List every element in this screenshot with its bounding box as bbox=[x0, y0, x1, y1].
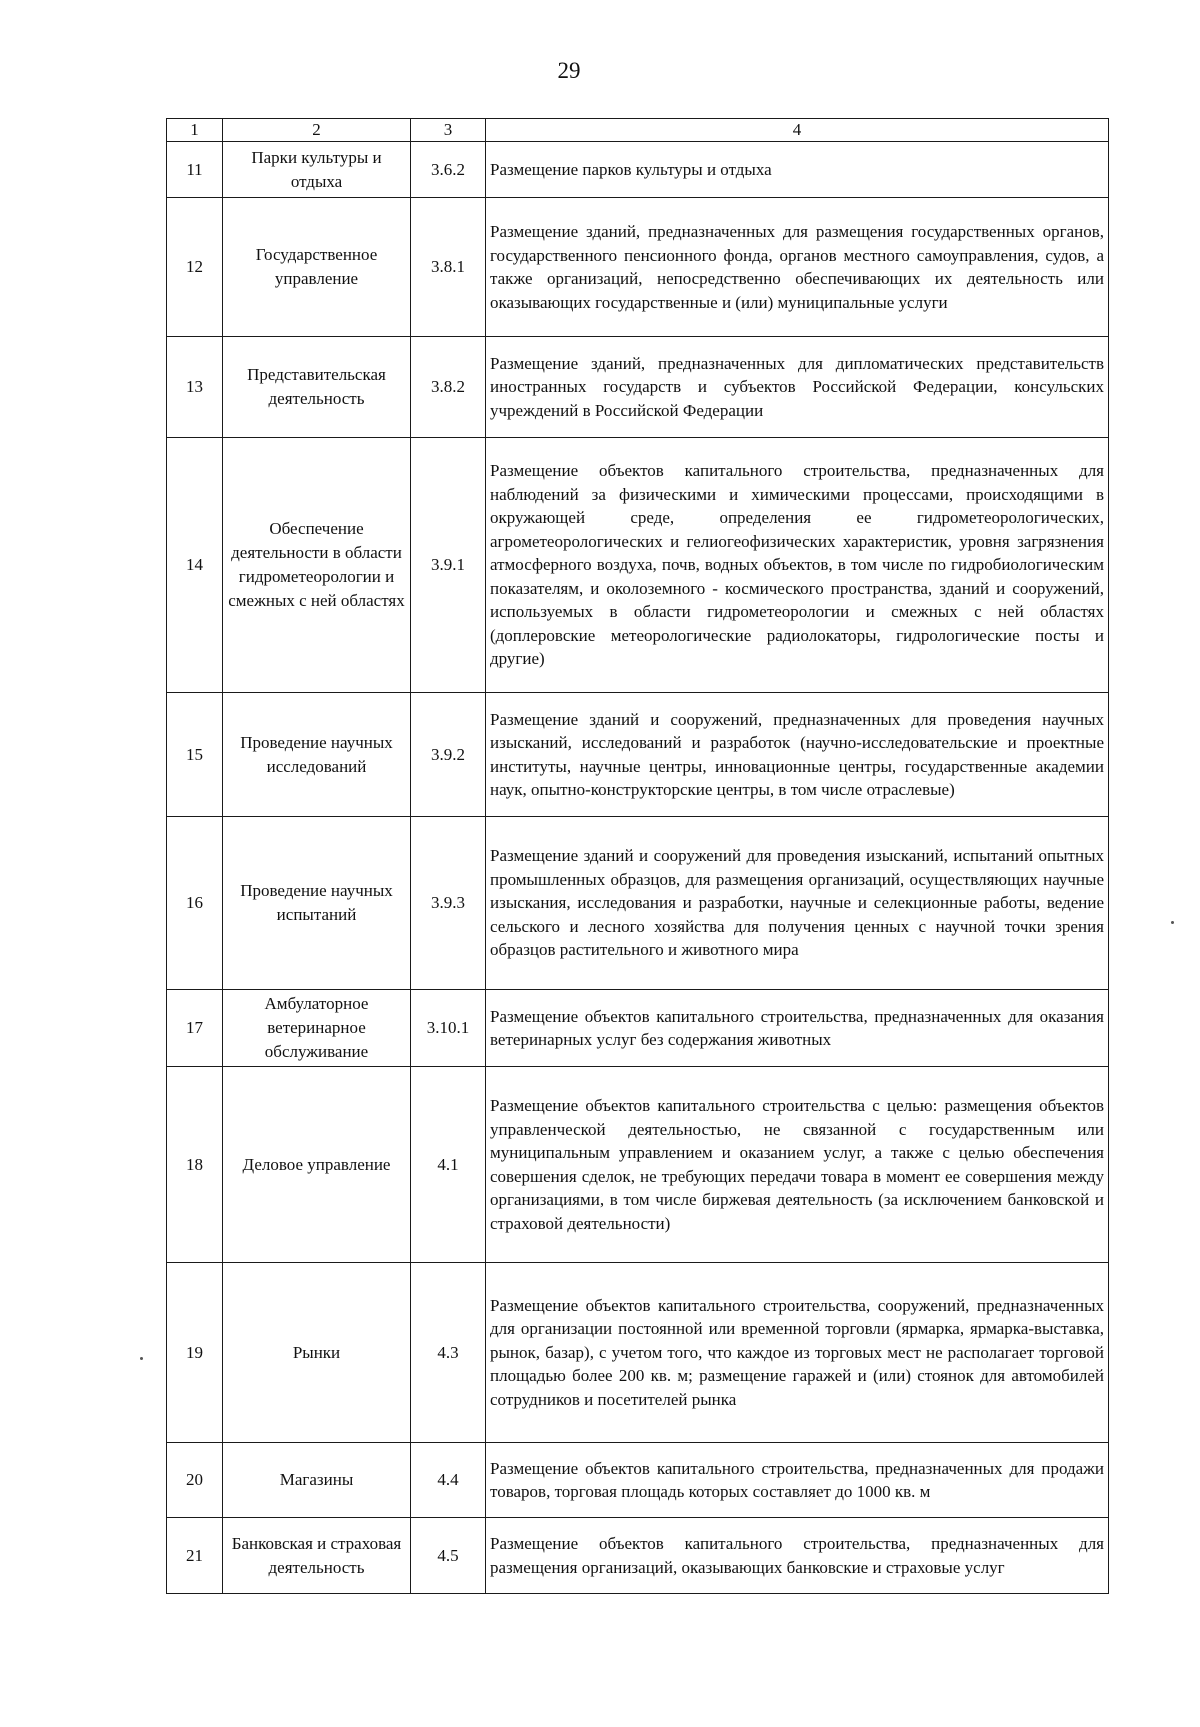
use-description: Размещение зданий, предназначенных для размещения государственных органов, государственного пенсионного фонда, органов местного самоуправления, судов, а также организаций, непосредственно обеспечивающих их деятельность или оказывающих государственные и (или) муниципальные услуги bbox=[486, 198, 1109, 337]
use-name: Проведение научных исследований bbox=[223, 693, 411, 817]
table-row bbox=[167, 693, 1109, 817]
row-number: 17 bbox=[167, 990, 223, 1067]
use-code: 4.5 bbox=[411, 1518, 486, 1594]
row-number: 15 bbox=[167, 693, 223, 817]
row-number: 18 bbox=[167, 1067, 223, 1263]
row-number: 14 bbox=[167, 438, 223, 693]
use-description: Размещение объектов капитального строительства, предназначенных для продажи товаров, торговая площадь которых составляет до 1000 кв. м bbox=[486, 1443, 1109, 1518]
row-number: 16 bbox=[167, 817, 223, 990]
use-code: 3.9.2 bbox=[411, 693, 486, 817]
use-name: Банковская и страховая деятельность bbox=[223, 1518, 411, 1594]
use-code: 3.9.1 bbox=[411, 438, 486, 693]
table-header-row bbox=[167, 119, 1109, 142]
use-code: 3.8.1 bbox=[411, 198, 486, 337]
row-number: 13 bbox=[167, 337, 223, 438]
use-description: Размещение объектов капитального строительства, сооружений, предназначенных для организации постоянной или временной торговли (ярмарка, ярмарка-выставка, рынок, базар), с учетом того, что каждое из торговых мест не располагает торговой площадью более 200 кв. м; размещение гаражей и (или) стоянок для автомобилей сотрудников и посетителей рынка bbox=[486, 1263, 1109, 1443]
use-description: Размещение зданий и сооружений для проведения изысканий, испытаний опытных промышленных образцов, для размещения организаций, осуществляющих научные изыскания, исследования и разработки, научные и селекционные работы, ведение сельского и лесного хозяйства для получения ценных с научной точки зрения образцов растительного и животного мира bbox=[486, 817, 1109, 990]
use-code: 3.8.2 bbox=[411, 337, 486, 438]
row-number: 19 bbox=[167, 1263, 223, 1443]
scan-speck bbox=[1171, 921, 1174, 924]
use-description: Размещение зданий и сооружений, предназначенных для проведения научных изысканий, исследований и разработок (научно-исследовательские и проектные институты, научные центры, инновационные центры, государственные академии наук, опытно-конструкторские центры, в том числе отраслевые) bbox=[486, 693, 1109, 817]
use-description: Размещение объектов капитального строительства с целью: размещения объектов управленческой деятельностью, не связанной с государственным или муниципальным управлением и оказанием услуг, а также с целью обеспечения совершения сделок, не требующих передачи товара в момент ее совершения между организациями, в том числе биржевая деятельность (за исключением банковской и страховой деятельности) bbox=[486, 1067, 1109, 1263]
header-col-2: 2 bbox=[223, 119, 411, 142]
use-name: Амбулаторное ветеринарное обслуживание bbox=[223, 990, 411, 1067]
table-row bbox=[167, 1443, 1109, 1518]
use-description: Размещение парков культуры и отдыха bbox=[486, 142, 1109, 198]
use-name: Парки культуры и отдыха bbox=[223, 142, 411, 198]
land-use-table bbox=[166, 118, 1109, 1594]
use-code: 4.4 bbox=[411, 1443, 486, 1518]
scan-speck bbox=[140, 1357, 143, 1360]
use-code: 3.10.1 bbox=[411, 990, 486, 1067]
use-name: Магазины bbox=[223, 1443, 411, 1518]
header-col-1: 1 bbox=[167, 119, 223, 142]
page-number: 29 bbox=[557, 58, 581, 83]
use-description: Размещение зданий, предназначенных для дипломатических представительств иностранных государств и субъектов Российской Федерации, консульских учреждений в Российской Федерации bbox=[486, 337, 1109, 438]
header-col-3: 3 bbox=[411, 119, 486, 142]
use-name: Рынки bbox=[223, 1263, 411, 1443]
table-row bbox=[167, 1263, 1109, 1443]
use-code: 4.1 bbox=[411, 1067, 486, 1263]
use-code: 4.3 bbox=[411, 1263, 486, 1443]
use-name: Обеспечение деятельности в области гидрометеорологии и смежных с ней областях bbox=[223, 438, 411, 693]
header-col-4: 4 bbox=[486, 119, 1109, 142]
table-row bbox=[167, 438, 1109, 693]
use-code: 3.9.3 bbox=[411, 817, 486, 990]
use-name: Деловое управление bbox=[223, 1067, 411, 1263]
row-number: 20 bbox=[167, 1443, 223, 1518]
use-name: Проведение научных испытаний bbox=[223, 817, 411, 990]
use-code: 3.6.2 bbox=[411, 142, 486, 198]
use-description: Размещение объектов капитального строительства, предназначенных для наблюдений за физическими и химическими процессами, происходящими в окружающей среде, определения ее гидрометеорологических, агрометеорологических и гелиогеофизических характеристик, уровня загрязнения атмосферного воздуха, почв, водных объектов, в том числе по гидробиологическим показателям, и околоземного - космического пространства, зданий и сооружений, используемых в области гидрометеорологии и смежных с ней областях (доплеровские метеорологические радиолокаторы, гидрологические посты и другие) bbox=[486, 438, 1109, 693]
row-number: 21 bbox=[167, 1518, 223, 1594]
table-row bbox=[167, 142, 1109, 198]
table-row bbox=[167, 337, 1109, 438]
use-description: Размещение объектов капитального строительства, предназначенных для размещения организаций, оказывающих банковские и страховые услуг bbox=[486, 1518, 1109, 1594]
row-number: 12 bbox=[167, 198, 223, 337]
row-number: 11 bbox=[167, 142, 223, 198]
use-name: Представительская деятельность bbox=[223, 337, 411, 438]
table-row bbox=[167, 1518, 1109, 1594]
use-description: Размещение объектов капитального строительства, предназначенных для оказания ветеринарных услуг без содержания животных bbox=[486, 990, 1109, 1067]
table-row bbox=[167, 198, 1109, 337]
table-row bbox=[167, 990, 1109, 1067]
table-row bbox=[167, 1067, 1109, 1263]
use-name: Государственное управление bbox=[223, 198, 411, 337]
table-row bbox=[167, 817, 1109, 990]
